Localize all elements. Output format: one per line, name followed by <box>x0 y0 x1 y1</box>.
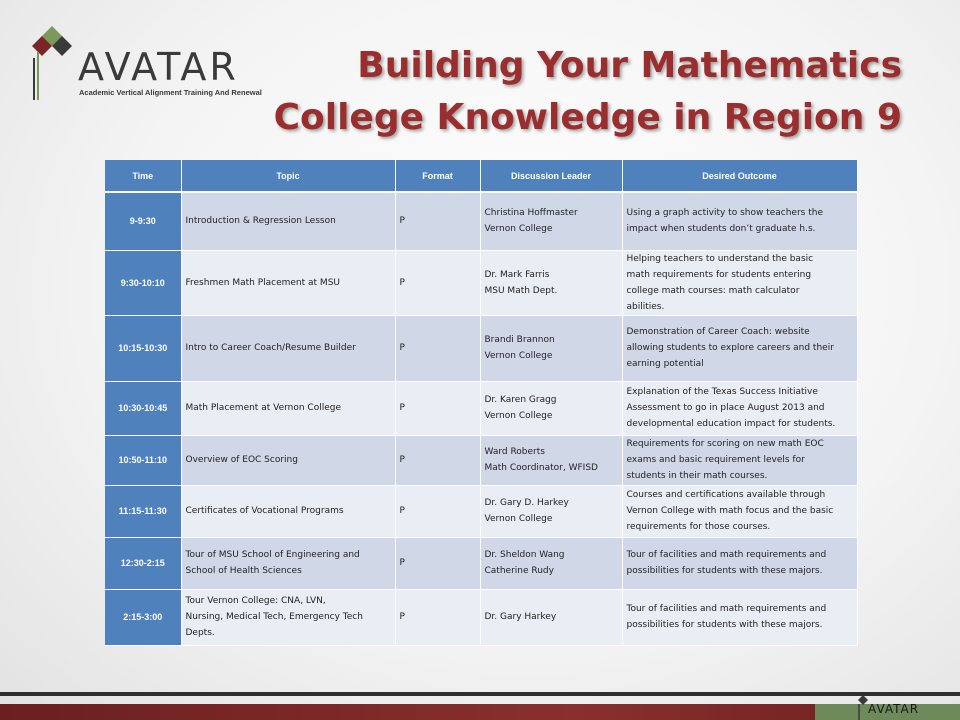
header-topic: Topic <box>181 160 395 192</box>
table-row <box>105 250 857 315</box>
leader-line: Dr. Mark Farris <box>484 269 550 280</box>
cell-topic <box>181 315 395 381</box>
logo-wordmark: AVATAR <box>78 45 239 89</box>
header-discussion-leader: Discussion Leader <box>480 160 622 192</box>
leader-line: Dr. Karen Gragg <box>484 395 557 405</box>
topic-line: Overview of EOC Scoring <box>185 455 298 465</box>
cell-time: 10:15-10:30 <box>105 315 181 381</box>
header-time: Time <box>105 160 181 192</box>
cell-topic <box>181 381 395 435</box>
cell-topic <box>181 537 395 589</box>
cell-format: P <box>395 250 480 315</box>
table-body <box>105 192 857 645</box>
cell-time: 2:15-3:00 <box>105 589 181 645</box>
cell-topic <box>181 589 395 645</box>
outcome-line: Requirements for scoring on new math EOC <box>626 439 824 449</box>
table-row <box>105 315 857 381</box>
outcome-line: allowing students to explore careers and their <box>626 343 834 353</box>
outcome-line: Demonstration of Career Coach: website <box>626 327 810 337</box>
cell-leader <box>480 192 622 250</box>
logo-tagline: Academic Vertical Alignment Training And Renewal <box>79 88 262 97</box>
cell-format: P <box>395 315 480 381</box>
leader-line: MSU Math Dept. <box>484 285 558 296</box>
footer-divider <box>0 692 960 696</box>
leader-line: Vernon College <box>484 224 553 235</box>
header-desired-outcome: Desired Outcome <box>622 160 857 192</box>
cell-format: P <box>395 537 480 589</box>
leader-line: Catherine Rudy <box>484 566 554 576</box>
cell-time: 9:30-10:10 <box>105 250 181 315</box>
cell-topic <box>181 485 395 537</box>
cell-time: 12:30-2:15 <box>105 537 181 589</box>
outcome-line: possibilities for students with these majors. <box>626 566 823 576</box>
topic-line: Introduction & Regression Lesson <box>185 216 336 227</box>
cell-leader <box>480 485 622 537</box>
cell-leader <box>480 315 622 381</box>
table-row <box>105 381 857 435</box>
cell-outcome <box>622 250 857 315</box>
topic-line: Freshmen Math Placement at MSU <box>185 277 340 288</box>
header-format: Format <box>395 160 480 192</box>
leader-line: Math Coordinator, WFISD <box>484 463 598 473</box>
avatar-logo <box>28 22 268 102</box>
cell-leader <box>480 589 622 645</box>
cell-outcome <box>622 381 857 435</box>
title-line-1: Building Your Mathematics <box>357 45 902 86</box>
cell-outcome <box>622 315 857 381</box>
table-row <box>105 192 857 250</box>
cell-time: 11:15-11:30 <box>105 485 181 537</box>
cell-leader <box>480 435 622 485</box>
outcome-line: Explanation of the Texas Success Initiative <box>626 387 818 397</box>
cell-format: P <box>395 589 480 645</box>
outcome-line: developmental education impact for students. <box>626 419 836 429</box>
outcome-line: Helping teachers to understand the basic <box>626 253 814 264</box>
outcome-line: exams and basic requirement levels for <box>626 455 805 465</box>
outcome-line: Tour of facilities and math requirements and <box>626 550 827 560</box>
outcome-line: students in their math courses. <box>626 471 768 481</box>
footer-logo-word: AVATAR <box>868 702 920 716</box>
outcome-line: Vernon College with math focus and the basic <box>626 506 834 516</box>
outcome-line: impact when students don’t graduate h.s. <box>626 224 816 235</box>
leader-line: Vernon College <box>484 351 553 361</box>
topic-line: Nursing, Medical Tech, Emergency Tech <box>185 612 363 622</box>
page-title <box>274 40 902 144</box>
cell-leader <box>480 250 622 315</box>
cell-time: 9-9:30 <box>105 192 181 250</box>
outcome-line: Using a graph activity to show teachers the <box>626 208 823 219</box>
leader-line: Dr. Gary D. Harkey <box>484 498 569 508</box>
outcome-line: earning potential <box>626 359 704 369</box>
leader-line: Dr. Sheldon Wang <box>484 550 565 560</box>
table-row <box>105 537 857 589</box>
outcome-line: college math courses: math calculator <box>626 285 800 296</box>
cell-time: 10:30-10:45 <box>105 381 181 435</box>
leader-line: Ward Roberts <box>484 447 545 457</box>
outcome-line: abilities. <box>626 301 665 312</box>
outcome-line: requirements for those courses. <box>626 522 771 532</box>
topic-line: Tour Vernon College: CNA, LVN, <box>185 596 326 606</box>
cell-topic <box>181 192 395 250</box>
table-row <box>105 485 857 537</box>
cell-format: P <box>395 192 480 250</box>
cell-leader <box>480 537 622 589</box>
topic-line: Intro to Career Coach/Resume Builder <box>185 343 356 353</box>
topic-line: School of Health Sciences <box>185 566 302 576</box>
topic-line: Depts. <box>185 628 215 638</box>
title-line-2: College Knowledge in Region 9 <box>273 97 902 138</box>
outcome-line: possibilities for students with these majors. <box>626 620 823 630</box>
table-header-row <box>105 160 857 192</box>
leader-line: Christina Hoffmaster <box>484 208 578 219</box>
cell-format: P <box>395 435 480 485</box>
cell-leader <box>480 381 622 435</box>
topic-line: Math Placement at Vernon College <box>185 403 341 413</box>
topic-line: Tour of MSU School of Engineering and <box>185 550 360 560</box>
leader-line: Brandi Brannon <box>484 335 555 345</box>
cell-topic <box>181 435 395 485</box>
outcome-line: Assessment to go in place August 2013 and <box>626 403 825 413</box>
table-row <box>105 589 857 645</box>
outcome-line: Courses and certifications available through <box>626 490 826 500</box>
cell-outcome <box>622 435 857 485</box>
cell-time: 10:50-11:10 <box>105 435 181 485</box>
cell-topic <box>181 250 395 315</box>
leader-line: Vernon College <box>484 514 553 524</box>
leader-line: Vernon College <box>484 411 553 421</box>
outcome-line: math requirements for students entering <box>626 269 812 280</box>
cell-outcome <box>622 537 857 589</box>
outcome-line: Tour of facilities and math requirements and <box>626 604 827 614</box>
cell-format: P <box>395 381 480 435</box>
cell-outcome <box>622 192 857 250</box>
topic-line: Certificates of Vocational Programs <box>185 506 344 516</box>
cell-outcome <box>622 589 857 645</box>
cell-outcome <box>622 485 857 537</box>
cell-format: P <box>395 485 480 537</box>
table-row <box>105 435 857 485</box>
schedule-table <box>105 160 858 646</box>
leader-line: Dr. Gary Harkey <box>484 612 557 622</box>
